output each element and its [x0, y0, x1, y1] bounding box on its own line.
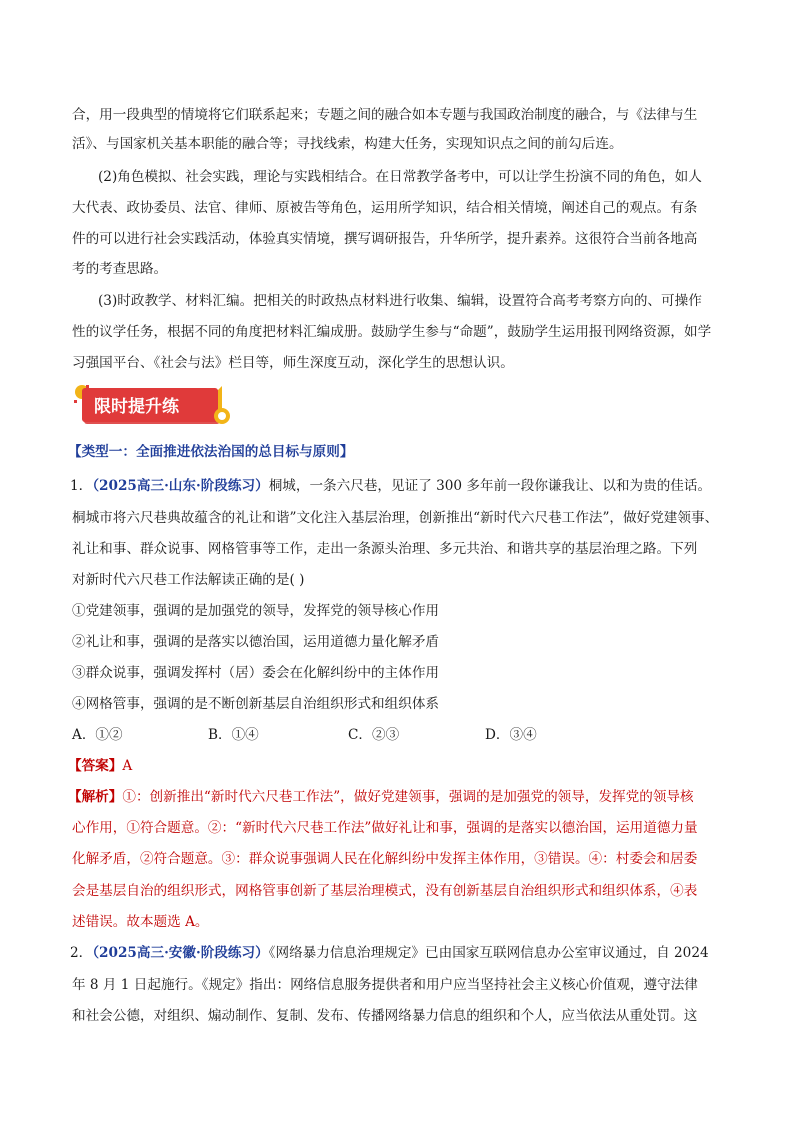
q2-line: 年 8 月 1 日起施行。《规定》指出：网络信息服务提供者和用户应当坚持社会主义核心价值观，遵守法律 — [72, 977, 698, 993]
q1-option-a[interactable]: A．①② — [72, 727, 123, 743]
banner-graphic — [72, 380, 234, 430]
intro-line: (2)角色模拟、社会实践，理论与实践相结合。在日常教学备考中，可以让学生扮演不同的角色，如人 — [98, 169, 702, 185]
q1-line: 对新时代六尺巷工作法解读正确的是( ) — [72, 572, 305, 588]
q2-number: 2． — [70, 945, 93, 961]
q1-analysis-line: 化解矛盾，②符合题意。③：群众说事强调人民在化解纠纷中发挥主体作用，③错误。④：村委会和居委 — [72, 851, 698, 867]
q1-line: 桐城市将六尺巷典故蕴含的礼让和谐”文化注入基层治理，创新推出“新时代六尺巷工作法”，做好党建领事、 — [72, 510, 719, 526]
q2-source: （2025高三·安徽·阶段练习） — [92, 945, 269, 961]
q1-analysis-first — [68, 789, 694, 805]
intro-line: (3)时政教学、材料汇编。把相关的时政热点材料进行收集、编辑，设置符合高考考察方向的、可操作 — [98, 293, 702, 309]
banner-title: 限时提升练 — [94, 397, 179, 417]
q1-text: 桐城，一条六尺巷，见证了 300 多年前一段你谦我让、以和为贵的佳话。 — [268, 478, 712, 494]
q1-answer — [68, 758, 132, 774]
intro-line: 合，用一段典型的情境将它们联系起来；专题之间的融合如本专题与我国政治制度的融合，与《法律与生 — [72, 107, 698, 123]
q1-analysis-line: 述错误。故本题选 A。 — [72, 914, 209, 930]
q2-first-line — [70, 945, 709, 961]
analysis-text: ①：创新推出“新时代六尺巷工作法”，做好党建领事，强调的是加强党的领导，发挥党的领导核 — [122, 789, 694, 805]
q2-line: 和社会公德，对组织、煽动制作、复制、发布、传播网络暴力信息的组织和个人，应当依法从重处罚。这 — [72, 1008, 698, 1024]
q1-statement: ③群众说事，强调发挥村（居）委会在化解纠纷中的主体作用 — [72, 665, 440, 681]
q2-text: 《网络暴力信息治理规定》已由国家互联网信息办公室审议通过，自 2024 — [268, 945, 709, 961]
q1-statement: ④网格管事，强调的是不断创新基层自治组织形式和组织体系 — [72, 696, 440, 712]
q1-option-d[interactable]: D．③④ — [485, 727, 537, 743]
q1-statement: ②礼让和事，强调的是落实以德治国，运用道德力量化解矛盾 — [72, 634, 440, 650]
q1-statement: ①党建领事，强调的是加强党的领导，发挥党的领导核心作用 — [72, 603, 440, 619]
intro-line: 大代表、政协委员、法官、律师、原被告等角色，运用所学知识，结合相关情境，阐述自己的观点。有条 — [72, 200, 698, 216]
answer-value: A — [122, 758, 133, 774]
q1-option-b[interactable]: B．①④ — [208, 727, 259, 743]
intro-line: 习强国平台、《社会与法》栏目等，师生深度互动，深化学生的思想认识。 — [72, 355, 514, 371]
q1-line: 礼让和事、群众说事、网格管事等工作，走出一条源头治理、多元共治、和谐共享的基层治理之路。下列 — [72, 541, 698, 557]
q1-analysis-line: 心作用，①符合题意。②：“新时代六尺巷工作法”做好礼让和事，强调的是落实以德治国，运用道德力量 — [72, 820, 698, 836]
analysis-label: 【解析】 — [68, 789, 123, 805]
category-heading: 【类型一：全面推进依法治国的总目标与原则】 — [68, 444, 354, 460]
intro-line: 考的考查思路。 — [72, 261, 168, 277]
q1-option-c[interactable]: C．②③ — [348, 727, 400, 743]
q1-first-line — [70, 478, 711, 494]
q1-number: 1． — [70, 478, 93, 494]
q1-analysis-line: 会是基层自治的组织形式，网格管事创新了基层治理模式，没有创新基层自治组织形式和组织体系，④表 — [72, 883, 698, 899]
intro-line: 性的议学任务，根据不同的角度把材料汇编成册。鼓励学生参与“命题”，鼓励学生运用报刊网络资源，如学 — [72, 324, 712, 340]
intro-line: 件的可以进行社会实践活动，体验真实情境，撰写调研报告，升华所学，提升素养。这很符合当前各地高 — [72, 231, 698, 247]
section-banner — [72, 380, 234, 430]
answer-label: 【答案】 — [68, 758, 123, 774]
intro-line: 活》、与国家机关基本职能的融合等；寻找线索，构建大任务，实现知识点之间的前勾后连。 — [72, 136, 623, 152]
q1-source: （2025高三·山东·阶段练习） — [92, 478, 269, 494]
